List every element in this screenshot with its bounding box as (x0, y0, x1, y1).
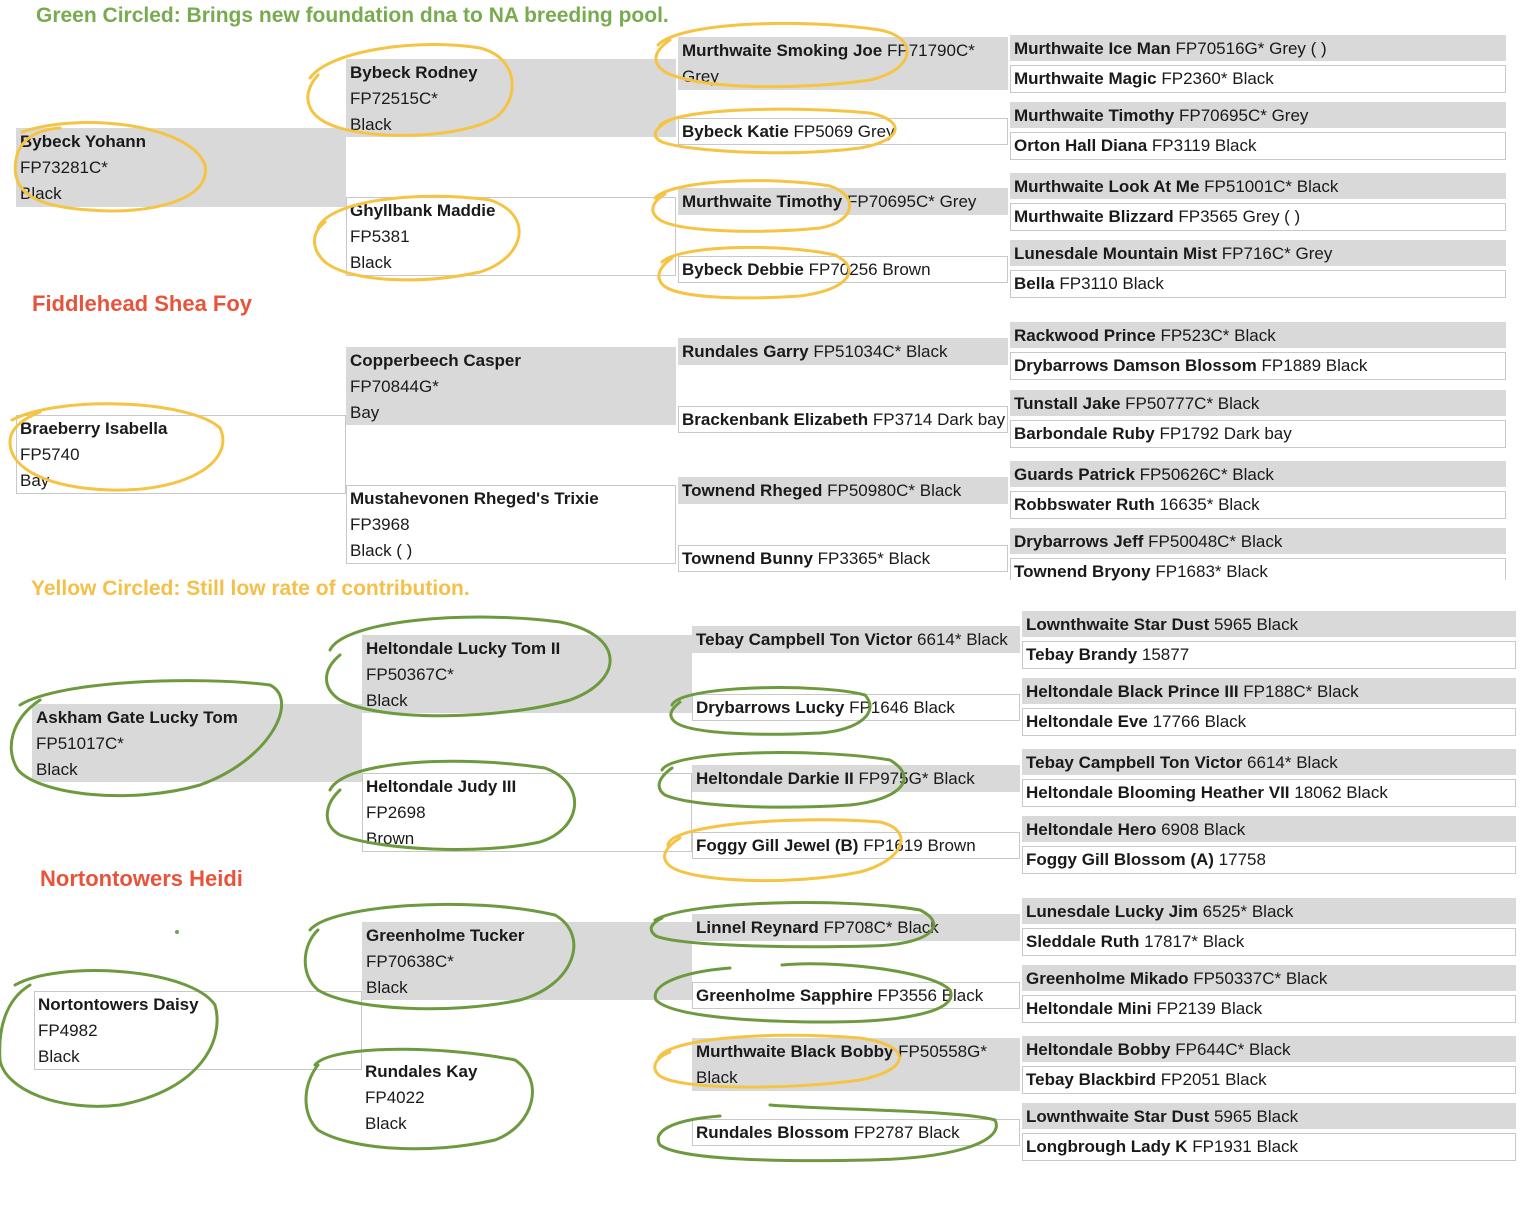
coat-color: Black ( ) (350, 541, 413, 560)
horse-details: FP5069 Grey (788, 122, 895, 141)
horse-name: Murthwaite Timothy (1014, 106, 1175, 125)
sire-dam-card (346, 197, 676, 276)
horse-details: FP71790C* (882, 41, 975, 60)
horse-name: Drybarrows Jeff (1014, 532, 1144, 551)
horse-name: Foggy Gill Jewel (B) (696, 836, 859, 855)
horse-name: Murthwaite Look At Me (1014, 177, 1200, 196)
horse-name: Tebay Brandy (1026, 645, 1138, 664)
horse-details: FP51034C* Black (808, 342, 948, 361)
gen4-card (1022, 965, 1516, 991)
horse-details: FP523C* Black (1155, 326, 1276, 345)
coat-color: Bay (20, 471, 50, 490)
gen4-card (1010, 352, 1506, 380)
horse-name: Murthwaite Timothy (682, 192, 843, 211)
horse-name: Copperbeech Casper (350, 351, 521, 370)
horse-details: 6908 Black (1156, 820, 1246, 839)
horse-details: FP50980C* Black (822, 481, 962, 500)
horse-details: 6614* Black (1242, 753, 1338, 772)
stray-dot (175, 930, 179, 934)
horse-name: Bella (1014, 274, 1055, 293)
dam-sire-card (346, 347, 676, 425)
coat-color: Black (36, 760, 78, 779)
gen3-card (692, 694, 1020, 721)
horse-details: 6614* Black (912, 630, 1008, 649)
reg-number: FP73281C* (20, 158, 108, 177)
horse-details: FP3714 Dark bay (868, 410, 1006, 429)
gen4-card (1022, 846, 1516, 874)
horse-name: Nortontowers Daisy (38, 995, 199, 1014)
gen4-card (1022, 641, 1516, 669)
horse-name: Murthwaite Ice Man (1014, 39, 1171, 58)
horse-name: Rundales Garry (682, 342, 809, 361)
reg-number: FP4022 (365, 1088, 425, 1107)
horse-name: Greenholme Tucker (366, 926, 525, 945)
horse-details: FP2787 Black (849, 1123, 960, 1142)
gen3-card (692, 832, 1020, 859)
gen3-card (692, 765, 1020, 792)
horse-name: Drybarrows Lucky (696, 698, 845, 717)
horse-details: FP2360* Black (1156, 69, 1274, 88)
horse-name: Bybeck Rodney (350, 63, 478, 82)
horse-details: FP1619 Brown (858, 836, 976, 855)
gen3-card (678, 118, 1008, 145)
reg-number: FP5740 (20, 445, 80, 464)
horse-details: FP70516G* Grey ( ) (1170, 39, 1327, 58)
horse-name: Tunstall Jake (1014, 394, 1121, 413)
gen4-card (1022, 1103, 1516, 1129)
gen4-card (1022, 898, 1516, 924)
horse-name: Bybeck Yohann (20, 132, 146, 151)
dam-card (34, 991, 362, 1070)
coat-color: Black (350, 253, 392, 272)
gen4-card (1010, 270, 1506, 298)
horse-details: FP70256 Brown (803, 260, 931, 279)
reg-number: FP70638C* (366, 952, 454, 971)
gen4-card (1010, 491, 1506, 519)
horse-details: FP50626C* Black (1134, 465, 1274, 484)
horse-details: FP3365* Black (812, 549, 931, 568)
horse-name: Foggy Gill Blossom (A) (1026, 850, 1214, 869)
gen4-card (1010, 132, 1506, 160)
horse-name: Lunesdale Lucky Jim (1026, 902, 1198, 921)
horse-name: Murthwaite Smoking Joe (682, 41, 883, 60)
gen4-card (1010, 558, 1506, 580)
horse-details: 17758 (1213, 850, 1266, 869)
gen3-card (692, 914, 1020, 941)
horse-details: FP3119 Black (1147, 136, 1257, 155)
horse-details: FP2139 Black (1151, 999, 1263, 1018)
coat-color: Black (366, 691, 408, 710)
horse-name: Murthwaite Black Bobby (696, 1042, 894, 1061)
horse-details: FP644C* Black (1170, 1040, 1291, 1059)
horse-name: Murthwaite Magic (1014, 69, 1157, 88)
gen4-card (1010, 102, 1506, 128)
gen3-card (692, 1038, 1020, 1091)
gen4-card (1022, 611, 1516, 637)
horse-name: Drybarrows Damson Blossom (1014, 356, 1257, 375)
horse-name: Greenholme Sapphire (696, 986, 873, 1005)
horse-name: Tebay Campbell Ton Victor (1026, 753, 1243, 772)
horse-details: 15877 (1137, 645, 1190, 664)
horse-name: Sleddale Ruth (1026, 932, 1140, 951)
horse-details: FP1646 Black (844, 698, 955, 717)
gen4-card (1010, 390, 1506, 416)
horse-name: Heltondale Judy III (366, 777, 517, 796)
horse-details: 6525* Black (1197, 902, 1294, 921)
horse-name: Heltondale Black Prince III (1026, 682, 1239, 701)
horse-name: Townend Bryony (1014, 562, 1151, 581)
horse-name: Heltondale Darkie II (696, 769, 854, 788)
horse-name: Townend Rheged (682, 481, 823, 500)
horse-details: 16635* Black (1154, 495, 1260, 514)
horse-name: Lownthwaite Star Dust (1026, 1107, 1210, 1126)
reg-number: FP50367C* (366, 665, 454, 684)
horse-name: Greenholme Mikado (1026, 969, 1189, 988)
horse-name: Longbrough Lady K (1026, 1137, 1188, 1156)
horse-name: Heltondale Eve (1026, 712, 1148, 731)
gen3-card (678, 37, 1008, 90)
gen3-card (692, 982, 1020, 1009)
horse-name: Mustahevonen Rheged's Trixie (350, 489, 599, 508)
horse-details: 5965 Black (1209, 615, 1299, 634)
gen3-card (678, 477, 1008, 504)
sire-sire-card (346, 59, 676, 137)
gen4-card (1022, 1133, 1516, 1161)
horse-details: FP3565 Grey ( ) (1173, 207, 1301, 226)
horse-details: FP70695C* Grey (842, 192, 977, 211)
horse-name: Ghyllbank Maddie (350, 201, 496, 220)
gen4-card (1010, 420, 1506, 448)
yellow-legend-caption: Yellow Circled: Still low rate of contribution. (31, 577, 470, 600)
gen4-card (1010, 173, 1506, 199)
horse-name: Rackwood Prince (1014, 326, 1156, 345)
coat-color: Black (696, 1068, 738, 1087)
gen3-card (678, 338, 1008, 365)
gen4-card (1022, 1066, 1516, 1094)
reg-number: FP70844G* (350, 377, 439, 396)
reg-number: FP4982 (38, 1021, 98, 1040)
horse-details: FP70695C* Grey (1174, 106, 1309, 125)
gen4-card (1022, 779, 1516, 807)
gen4-card (1022, 678, 1516, 704)
horse-details: FP716C* Grey (1217, 244, 1333, 263)
reg-number: FP5381 (350, 227, 410, 246)
gen4-card (1022, 928, 1516, 956)
gen3-card (678, 188, 1008, 215)
horse-details: FP1683* Black (1150, 562, 1268, 581)
reg-number: FP3968 (350, 515, 410, 534)
dam-dam-card (346, 485, 676, 564)
sire-dam-card (362, 773, 692, 852)
pedigree-title-nortontowers: Nortontowers Heidi (40, 866, 243, 891)
gen4-card (1010, 528, 1506, 554)
dam-card (16, 415, 346, 494)
gen4-card (1010, 65, 1506, 93)
horse-details: FP3556 Black (872, 986, 984, 1005)
gen3-card (678, 545, 1008, 572)
coat-color: Black (350, 115, 392, 134)
pedigree-title-fiddlehead: Fiddlehead Shea Foy (32, 291, 253, 316)
coat-color: Grey (682, 67, 719, 86)
sire-sire-card (362, 635, 692, 713)
gen4-card (1022, 708, 1516, 736)
gen4-card (1022, 816, 1516, 842)
gen3-card (678, 406, 1008, 433)
horse-name: Guards Patrick (1014, 465, 1135, 484)
horse-details: FP51001C* Black (1199, 177, 1339, 196)
gen3-card (692, 626, 1020, 653)
dam-dam-card (362, 1059, 692, 1138)
horse-details: FP1931 Black (1187, 1137, 1299, 1156)
gen4-card (1010, 35, 1506, 61)
horse-details: FP50337C* Black (1188, 969, 1328, 988)
horse-name: Robbswater Ruth (1014, 495, 1155, 514)
coat-color: Black (38, 1047, 80, 1066)
coat-color: Black (365, 1114, 407, 1133)
horse-details: FP50558G* (893, 1042, 987, 1061)
reg-number: FP72515C* (350, 89, 438, 108)
horse-name: Rundales Kay (365, 1062, 478, 1081)
horse-details: FP708C* Black (818, 918, 939, 937)
gen4-card (1010, 461, 1506, 487)
horse-details: 5965 Black (1209, 1107, 1299, 1126)
horse-details: FP2051 Black (1156, 1070, 1267, 1089)
gen3-card (678, 256, 1008, 283)
coat-color: Brown (366, 829, 415, 848)
reg-number: FP2698 (366, 803, 426, 822)
horse-details: FP188C* Black (1238, 682, 1359, 701)
horse-name: Heltondale Mini (1026, 999, 1152, 1018)
sire-card (32, 704, 362, 782)
coat-color: Black (366, 978, 408, 997)
horse-name: Bybeck Debbie (682, 260, 804, 279)
green-legend-caption: Green Circled: Brings new foundation dna to NA breeding pool. (36, 4, 669, 27)
horse-details: FP50777C* Black (1120, 394, 1260, 413)
reg-number: FP51017C* (36, 734, 124, 753)
horse-details: 18062 Black (1289, 783, 1388, 802)
sire-card (16, 128, 346, 207)
horse-name: Barbondale Ruby (1014, 424, 1155, 443)
horse-name: Tebay Campbell Ton Victor (696, 630, 913, 649)
horse-name: Heltondale Bobby (1026, 1040, 1171, 1059)
coat-color: Black (20, 184, 62, 203)
horse-name: Tebay Blackbird (1026, 1070, 1157, 1089)
horse-name: Rundales Blossom (696, 1123, 850, 1142)
gen4-card (1010, 203, 1506, 231)
horse-name: Heltondale Blooming Heather VII (1026, 783, 1290, 802)
horse-name: Lownthwaite Star Dust (1026, 615, 1210, 634)
horse-name: Linnel Reynard (696, 918, 819, 937)
horse-details: FP1889 Black (1256, 356, 1368, 375)
horse-name: Bybeck Katie (682, 122, 789, 141)
horse-name: Orton Hall Diana (1014, 136, 1148, 155)
horse-name: Lunesdale Mountain Mist (1014, 244, 1218, 263)
horse-name: Murthwaite Blizzard (1014, 207, 1174, 226)
gen3-card (692, 1119, 1020, 1146)
horse-name: Townend Bunny (682, 549, 813, 568)
horse-details: FP975G* Black (853, 769, 975, 788)
horse-details: 17817* Black (1139, 932, 1245, 951)
horse-name: Brackenbank Elizabeth (682, 410, 869, 429)
gen4-card (1010, 322, 1506, 348)
horse-details: 17766 Black (1147, 712, 1247, 731)
horse-details: FP3110 Black (1054, 274, 1164, 293)
coat-color: Bay (350, 403, 380, 422)
horse-name: Braeberry Isabella (20, 419, 168, 438)
horse-name: Askham Gate Lucky Tom (36, 708, 238, 727)
gen4-card (1022, 1036, 1516, 1062)
gen4-card (1010, 240, 1506, 266)
horse-name: Heltondale Hero (1026, 820, 1157, 839)
dam-sire-card (362, 922, 692, 1000)
gen4-card (1022, 995, 1516, 1023)
horse-details: FP1792 Dark bay (1154, 424, 1292, 443)
gen4-card (1022, 749, 1516, 775)
horse-details: FP50048C* Black (1143, 532, 1283, 551)
horse-name: Heltondale Lucky Tom II (366, 639, 561, 658)
